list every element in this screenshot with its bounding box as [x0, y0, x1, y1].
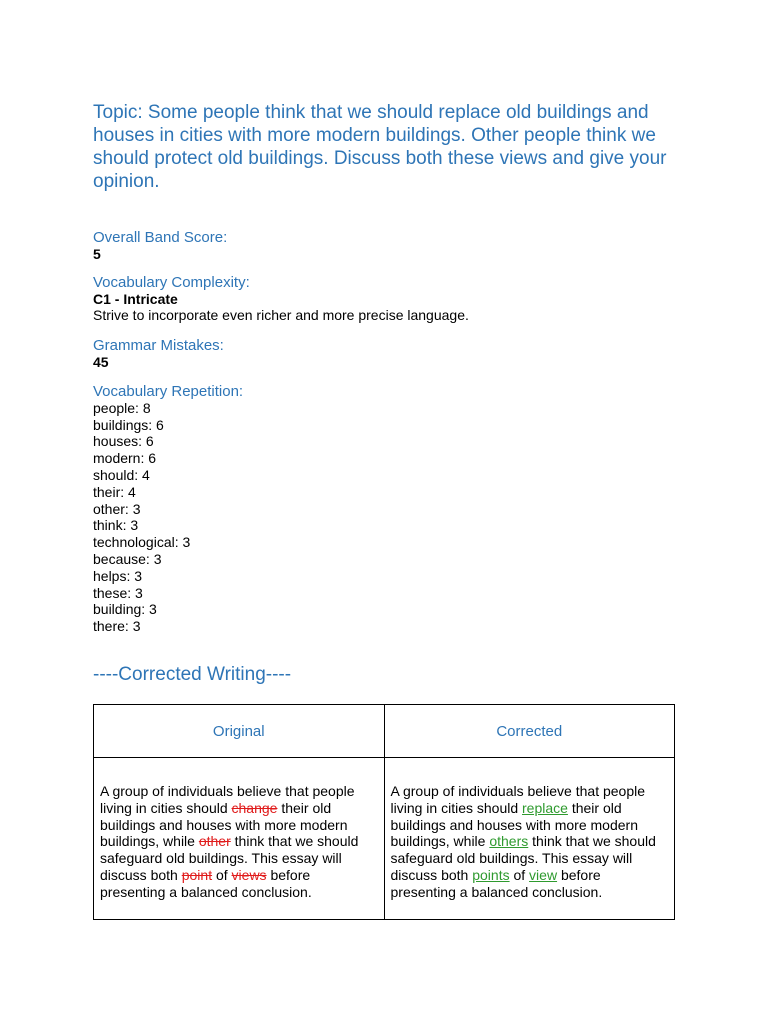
list-item: these: 3 [93, 584, 143, 601]
vocab-repetition-section [93, 383, 693, 635]
table-row [94, 758, 675, 920]
list-item: should: 4 [93, 466, 150, 483]
vocab-repetition-label: Vocabulary Repetition: [93, 382, 244, 400]
list-item: building: 3 [93, 601, 157, 618]
list-item: their: 4 [93, 483, 136, 500]
list-item: there: 3 [93, 618, 141, 635]
original-text: A group of individuals believe that people living in cities should [100, 783, 355, 816]
vocab-complexity-value: C1 - Intricate [93, 291, 178, 307]
original-text: before presenting a balanced conclusion. [100, 866, 312, 900]
original-text-cell [94, 758, 385, 920]
corrected-text: of [509, 866, 530, 883]
vocab-complexity-section [93, 274, 693, 324]
list-item: people: 8 [93, 399, 151, 416]
corrected-text: before presenting a balanced conclusion. [390, 866, 603, 900]
corrected-writing-heading: ----Corrected Writing---- [93, 663, 292, 685]
list-item: helps: 3 [93, 567, 143, 584]
essay-topic: Topic: Some people think that we should replace old buildings and houses in cities with more modern buildings. Other people think we should protect old buildings. Discuss both these views and give your opinion. [93, 102, 667, 192]
error-word: point [181, 866, 213, 883]
vocab-complexity-note: Strive to incorporate even richer and more precise language. [93, 307, 469, 323]
corrected-text-cell [384, 758, 675, 920]
overall-band-label: Overall Band Score: [93, 229, 228, 246]
error-word: views [231, 866, 267, 883]
overall-band-value: 5 [93, 246, 101, 262]
grammar-mistakes-value: 45 [93, 353, 109, 370]
corrected-column-header: Corrected [384, 705, 675, 758]
correction-table [93, 704, 675, 920]
corrected-word: view [529, 866, 558, 883]
list-item: because: 3 [93, 550, 162, 567]
grammar-mistakes-section [93, 337, 693, 370]
list-item: modern: 6 [93, 450, 157, 467]
original-column-header: Original [94, 705, 385, 758]
overall-band-section [93, 229, 693, 262]
grammar-mistakes-label: Grammar Mistakes: [93, 336, 224, 354]
report-body [93, 101, 693, 686]
list-item: think: 3 [93, 517, 139, 534]
corrected-word: replace [522, 799, 568, 816]
error-word: change [231, 799, 278, 816]
list-item: buildings: 6 [93, 416, 164, 433]
table-header-row [94, 705, 675, 758]
original-text: think that we should safeguard old buildings. This essay will discuss both [100, 833, 359, 883]
corrected-word: others [489, 833, 529, 850]
corrected-text: think that we should safeguard old buildings. This essay will discuss both [390, 833, 656, 883]
list-item: technological: 3 [93, 534, 191, 551]
original-text: their old buildings and houses with more modern buildings, while [100, 799, 348, 850]
list-item: other: 3 [93, 500, 141, 517]
error-word: other [198, 833, 231, 850]
list-item: houses: 6 [93, 433, 154, 450]
corrected-word: points [472, 866, 510, 883]
vocab-complexity-label: Vocabulary Complexity: [93, 274, 250, 291]
corrected-text: their old buildings and houses with more modern buildings, while [390, 799, 638, 850]
original-text: of [212, 866, 232, 883]
vocab-repetition-list [93, 400, 693, 635]
corrected-text: A group of individuals believe that people living in cities should [390, 783, 646, 816]
